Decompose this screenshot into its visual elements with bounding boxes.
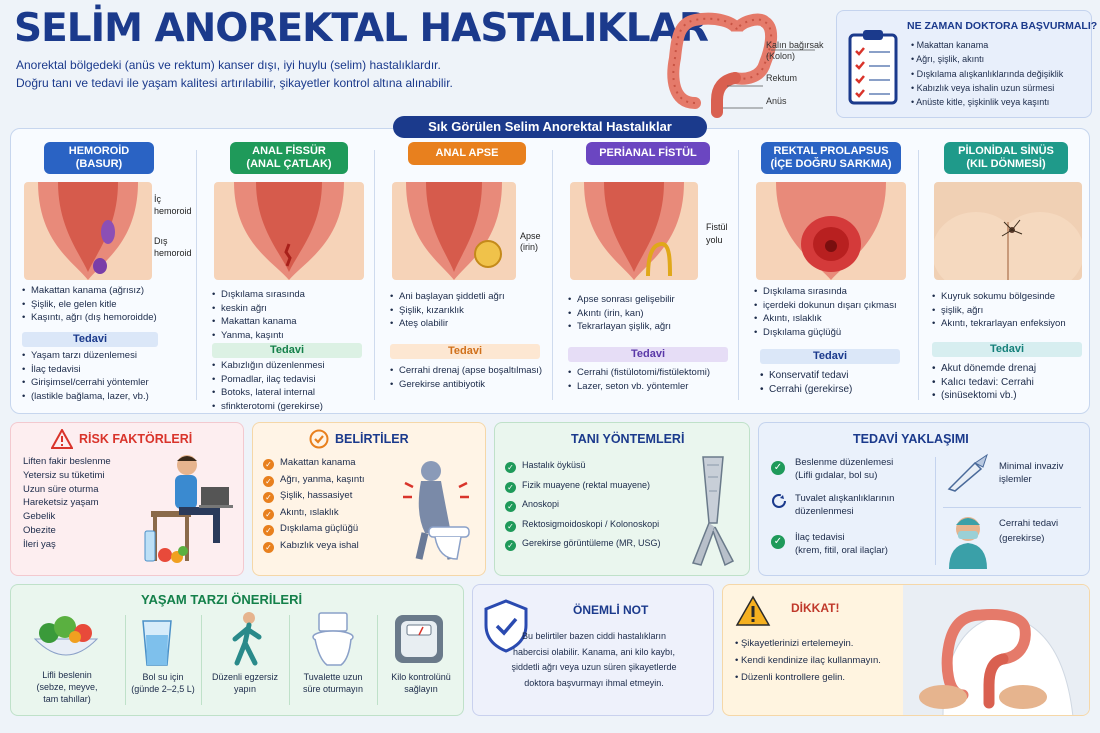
check-icon: ✓ [263, 459, 274, 470]
disease-header: ANAL APSE [408, 142, 526, 165]
symptom-item: ✓ Dışkılama güçlüğü [263, 521, 364, 538]
symptom: • Dışkılama sırasında [212, 288, 305, 302]
refresh-icon [771, 493, 787, 509]
check-icon: ✓ [505, 521, 516, 532]
pilonidal-illustration [934, 182, 1082, 280]
treatment-label: Tedavi [22, 332, 158, 347]
approach-minimal-invasive: Minimal invaziv [999, 461, 1064, 472]
treatment: • Cerrahi drenaj (apse boşaltılması) [390, 364, 542, 378]
treatment: • Cerrahi (fistülotomi/fistülektomi) [568, 366, 710, 380]
check-icon: ✓ [771, 535, 785, 549]
symptom: • içerdeki dokunun dışarı çıkması [754, 299, 897, 313]
approach-medication: İlaç tedavisi [795, 532, 845, 543]
doctor-visit-box [836, 10, 1098, 118]
treatment-label: Tedavi [212, 343, 362, 358]
scale-icon [393, 613, 445, 665]
symptoms-title: BELİRTİLER [335, 432, 409, 446]
diagnosis-item: ✓ Fizik muayene (rektal muayene) [505, 476, 661, 496]
symptom: • şişlik, ağrı [932, 304, 1066, 318]
symptom: • Makattan kanama (ağrısız) [22, 284, 157, 298]
lifestyle-item-toilet: Tuvalette uzun süre oturmayın [302, 672, 364, 694]
risk-item: Uzun süre oturma [23, 483, 99, 495]
caution-title: DİKKAT! [791, 601, 840, 615]
treatment: • sfinkterotomi (gerekirse) [212, 400, 325, 414]
symptom: • Şişlik, ele gelen kitle [22, 298, 157, 312]
caution-item: • Şikayetlerinizi ertelemeyin. [735, 638, 854, 649]
risk-item: Gebelik [23, 511, 56, 523]
treatment: • Yaşam tarzı düzenlemesi [22, 349, 149, 363]
approach-toilet-2: düzenlenmesi [795, 506, 854, 517]
treatment-approach-panel [758, 422, 1090, 576]
treatment: • İlaç tedavisi [22, 363, 149, 377]
water-glass-icon [137, 619, 177, 667]
symptom-item: ✓ Kabızlık veya ishal [263, 538, 364, 555]
risk-item: Yetersiz su tüketimi [23, 469, 105, 481]
symptom: • Ani başlayan şiddetli ağrı [390, 290, 505, 304]
treatment: • (lastikle bağlama, lazer, vb.) [22, 390, 149, 404]
risk-item: İleri yaş [23, 538, 56, 550]
abscess-illustration [392, 182, 516, 280]
label-internal: İç [154, 194, 162, 204]
label-abscess: Apse [520, 231, 541, 241]
label-anus: Anüs [766, 96, 787, 106]
symptom: • Makattan kanama [212, 315, 305, 329]
label-colon-2: (Kolon) [766, 51, 796, 61]
treatment: • Akut dönemde drenaj [932, 362, 1036, 376]
risk-item: Hareketsiz yaşam [23, 497, 99, 509]
approach-title: TEDAVİ YAKLAŞIMI [853, 432, 969, 446]
symptom: • Şişlik, kızarıklık [390, 304, 505, 318]
doctor-item: • Dışkılama alışkanlıklarında değişiklik [911, 67, 1063, 81]
symptom: • Dışkılama sırasında [754, 285, 897, 299]
symptom: • Akıntı (irin, kan) [568, 307, 675, 321]
label-rectum: Rektum [766, 73, 798, 83]
symptom: • Kuyruk sokumu bölgesinde [932, 290, 1066, 304]
check-circle-icon [309, 429, 329, 449]
lifestyle-item-fiber: Lifli beslenin (sebze, meyve, tam tahıllar) [36, 670, 98, 704]
approach-surgery-2: (gerekirse) [999, 533, 1045, 544]
disease-header: HEMOROİD (BASUR) [44, 142, 154, 174]
caution-panel [722, 584, 1090, 716]
risk-item: Liften fakir beslenme [23, 456, 111, 467]
diseases-title: Sık Görülen Selim Anorektal Hastalıklar [393, 116, 707, 138]
lifestyle-panel [10, 584, 464, 716]
clipboard-icon [847, 27, 899, 107]
treatment: • Cerrahi (gerekirse) [760, 383, 852, 397]
lifestyle-item-exercise: Düzenli egzersiz yapın [211, 672, 279, 694]
symptom-item: ✓ Ağrı, yanma, kaşıntı [263, 472, 364, 489]
diagnosis-panel [494, 422, 750, 576]
lifestyle-item-water: Bol su için (günde 2–2,5 L) [131, 672, 195, 694]
approach-toilet: Tuvalet alışkanlıklarının [795, 493, 895, 504]
symptom: • Akıntı, tekrarlayan enfeksiyon [932, 317, 1066, 331]
treatment: • Botoks, lateral internal [212, 386, 325, 400]
label-abscess-2: (irin) [520, 242, 538, 252]
disease-anal-abscess [382, 140, 552, 410]
toilet-icon [309, 611, 357, 667]
symptom-item: ✓ Şişlik, hassasiyet [263, 488, 364, 505]
scalpel-icon [945, 453, 991, 493]
warning-triangle-icon [735, 595, 771, 627]
symptom: • Yanma, kaşıntı [212, 329, 305, 343]
doctor-item: • Makattan kanama [911, 38, 1063, 52]
treatment: • Pomadlar, ilaç tedavisi [212, 373, 325, 387]
fissure-illustration [214, 182, 364, 280]
check-icon: ✓ [263, 525, 274, 536]
note-text: Bu belirtiler bazen ciddi hastalıkların habercisi olabilir. Kanama, ani kilo kaybı, şiddetli ağrı veya uzun süren şikayetlerde doktora başvurmayı ihmal etmeyin. [511, 631, 677, 688]
anoscope-illustration [673, 451, 747, 571]
risk-title: RİSK FAKTÖRLERİ [79, 432, 193, 446]
warning-triangle-icon [51, 429, 73, 449]
label-external-2: hemoroid [154, 248, 192, 258]
symptom: • Ateş olabilir [390, 317, 505, 331]
subtitle-2: Doğru tanı ve tedavi ile yaşam kalitesi artırılabilir, şikayetler kontrol altına alınabilir. [16, 76, 453, 90]
check-icon: ✓ [263, 509, 274, 520]
approach-diet-2: (Lifli gıdalar, bol su) [795, 470, 878, 481]
risk-item: Obezite [23, 524, 56, 536]
disease-header: ANAL FİSSÜR (ANAL ÇATLAK) [230, 142, 348, 174]
disease-header: PERİANAL FİSTÜL [586, 142, 710, 165]
symptom: • Kaşıntı, ağrı (dış hemoroidde) [22, 311, 157, 325]
fistula-illustration [570, 182, 698, 280]
lifestyle-title: YAŞAM TARZI ÖNERİLERİ [141, 592, 303, 607]
risk-factors-panel [10, 422, 244, 576]
symptom: • Dışkılama güçlüğü [754, 326, 897, 340]
diagnosis-item: ✓ Gerekirse görüntüleme (MR, USG) [505, 534, 661, 554]
note-title: ÖNEMLİ NOT [573, 603, 649, 617]
label-colon: Kalın bağırsak [766, 40, 824, 50]
label-external: Dış [154, 236, 168, 246]
doctor-item: • Anüste kitle, şişkinlik veya kaşıntı [911, 95, 1063, 109]
disease-header: REKTAL PROLAPSUS (İÇE DOĞRU SARKMA) [761, 142, 901, 174]
treatment: • Kalıcı tedavi: Cerrahi [932, 376, 1036, 390]
check-icon: ✓ [505, 482, 516, 493]
caution-item: • Düzenli kontrollere gelin. [735, 672, 845, 683]
doctor-item: • Kabızlık veya ishalin uzun sürmesi [911, 81, 1063, 95]
approach-minimal-invasive-2: işlemler [999, 474, 1032, 485]
disease-header: PİLONİDAL SİNÜS (KIL DÖNMESİ) [944, 142, 1068, 174]
hemoroid-illustration [24, 182, 152, 280]
doctor-visit-title: NE ZAMAN DOKTORA BAŞVURMALI? [907, 20, 1098, 32]
treatment: • Konservatif tedavi [760, 369, 852, 383]
check-icon: ✓ [263, 476, 274, 487]
colon-anatomy-illustration [665, 8, 825, 118]
symptom: • keskin ağrı [212, 302, 305, 316]
treatment-label: Tedavi [932, 342, 1082, 357]
check-icon: ✓ [263, 542, 274, 553]
label-fistula: Fistül [706, 222, 728, 232]
approach-surgery: Cerrahi tedavi [999, 518, 1059, 529]
treatment: • Gerekirse antibiyotik [390, 378, 542, 392]
caution-item: • Kendi kendinize ilaç kullanmayın. [735, 655, 881, 666]
doctor-holding-colon-illustration [903, 585, 1090, 716]
check-icon: ✓ [771, 461, 785, 475]
disease-rectal-prolapse [746, 140, 916, 410]
approach-diet: Beslenme düzenlemesi [795, 457, 894, 468]
prolapse-illustration [756, 182, 906, 280]
disease-pilonidal-sinus [924, 140, 1088, 410]
diagnosis-item: ✓ Anoskopi [505, 495, 661, 515]
disease-hemoroid [14, 140, 192, 410]
diagnosis-item: ✓ Rektosigmoidoskopi / Kolonoskopi [505, 515, 661, 535]
treatment-label: Tedavi [568, 347, 728, 362]
check-icon: ✓ [505, 462, 516, 473]
treatment: • (sinüsektomi vb.) [932, 389, 1036, 403]
treatment-label: Tedavi [390, 344, 540, 359]
doctor-item: • Ağrı, şişlik, akıntı [911, 52, 1063, 66]
label-fistula-2: yolu [706, 235, 723, 245]
treatment: • Girişimsel/cerrahi yöntemler [22, 376, 149, 390]
lifestyle-item-weight: Kilo kontrolünü sağlayın [391, 672, 451, 694]
symptom: • Apse sonrası gelişebilir [568, 293, 675, 307]
surgeon-icon [945, 507, 991, 569]
sitting-person-illustration [139, 451, 239, 567]
treatment-label: Tedavi [760, 349, 900, 364]
check-icon: ✓ [263, 492, 274, 503]
disease-perianal-fistula [560, 140, 736, 410]
symptom: • Tekrarlayan şişlik, ağrı [568, 320, 675, 334]
vegetable-bowl-icon [31, 609, 101, 665]
check-icon: ✓ [505, 501, 516, 512]
symptoms-panel [252, 422, 486, 576]
treatment: • Kabızlığın düzenlenmesi [212, 359, 325, 373]
subtitle-1: Anorektal bölgedeki (anüs ve rektum) kanser dışı, iyi huylu (selim) hastalıklardır. [16, 58, 441, 72]
diagnosis-title: TANI YÖNTEMLERİ [571, 432, 685, 446]
walking-person-icon [227, 611, 267, 667]
diagnosis-item: ✓ Hastalık öyküsü [505, 456, 661, 476]
symptom-item: ✓ Makattan kanama [263, 455, 364, 472]
toilet-person-illustration [395, 453, 475, 569]
approach-medication-2: (krem, fitil, oral ilaçlar) [795, 545, 888, 556]
symptom: • Akıntı, ıslaklık [754, 312, 897, 326]
label-internal-2: hemoroid [154, 206, 192, 216]
symptom-item: ✓ Akıntı, ıslaklık [263, 505, 364, 522]
check-icon: ✓ [505, 540, 516, 551]
page-title: SELİM ANOREKTAL HASTALIKLAR [14, 6, 708, 51]
treatment: • Lazer, seton vb. yöntemler [568, 380, 710, 394]
disease-anal-fissure [204, 140, 374, 410]
important-note-panel [472, 584, 714, 716]
